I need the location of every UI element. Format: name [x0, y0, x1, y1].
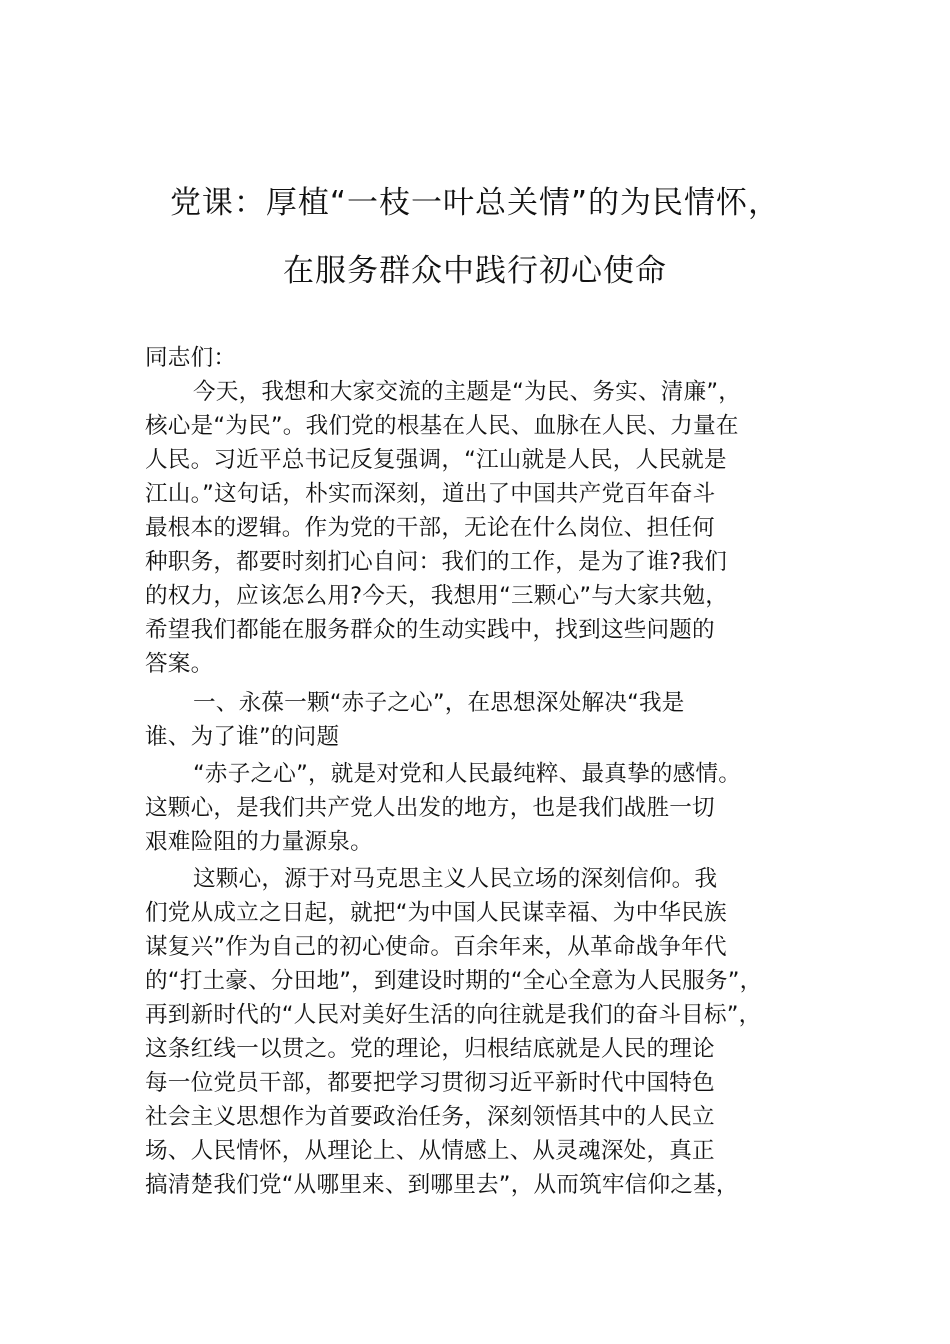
paragraph-line: 艰难险阻的力量源泉。: [145, 829, 373, 855]
paragraph-line: 再到新时代的“人民对美好生活的向往就是我们的奋斗目标”，: [145, 1002, 762, 1028]
paragraph-line: “赤子之心”，就是对党和人民最纯粹、最真挚的感情。: [193, 761, 742, 787]
title-line-2: 在服务群众中践行初心使命: [283, 253, 667, 289]
salutation: 同志们：: [145, 345, 237, 371]
paragraph-line: 谋复兴”作为自己的初心使命。百余年来，从革命战争年代: [145, 934, 727, 960]
paragraph-line: 这颗心，是我们共产党人出发的地方，也是我们战胜一切: [145, 795, 715, 821]
section-heading-line-1: 一、永葆一颗“赤子之心”，在思想深处解决“我是: [193, 690, 685, 716]
paragraph-line: 的权力，应该怎么用?今天，我想用“三颗心”与大家共勉，: [145, 583, 729, 609]
section-heading-line-2: 谁、为了谁”的问题: [145, 724, 340, 750]
paragraph-line: 社会主义思想作为首要政治任务，深刻领悟其中的人民立: [145, 1104, 715, 1130]
title-line-1: 党课：厚植“一枝一叶总关情”的为民情怀，: [169, 185, 781, 221]
paragraph-line: 希望我们都能在服务群众的生动实践中，找到这些问题的: [145, 617, 715, 643]
paragraph-line: 场、人民情怀，从理论上、从情感上、从灵魂深处，真正: [145, 1138, 715, 1164]
paragraph-line: 搞清楚我们党“从哪里来、到哪里去”，从而筑牢信仰之基，: [145, 1172, 739, 1198]
paragraph-line: 的“打土豪、分田地”，到建设时期的“全心全意为人民服务”，: [145, 968, 763, 994]
paragraph-line: 们党从成立之日起，就把“为中国人民谋幸福、为中华民族: [145, 900, 727, 926]
paragraph-line: 答案。: [145, 651, 214, 677]
paragraph-line: 人民。习近平总书记反复强调，“江山就是人民，人民就是: [145, 447, 727, 473]
paragraph-line: 每一位党员干部，都要把学习贯彻习近平新时代中国特色: [145, 1070, 715, 1096]
paragraph-line: 核心是“为民”。我们党的根基在人民、血脉在人民、力量在: [145, 413, 739, 439]
paragraph-line: 种职务，都要时刻扪心自问：我们的工作，是为了谁?我们: [145, 549, 728, 575]
paragraph-line: 这颗心，源于对马克思主义人民立场的深刻信仰。我: [193, 866, 718, 892]
paragraph-line: 今天，我想和大家交流的主题是“为民、务实、清廉”，: [193, 379, 742, 405]
paragraph-line: 最根本的逻辑。作为党的干部，无论在什么岗位、担任何: [145, 515, 715, 541]
paragraph-line: 这条红线一以贯之。党的理论，归根结底就是人民的理论: [145, 1036, 715, 1062]
paragraph-line: 江山。”这句话，朴实而深刻，道出了中国共产党百年奋斗: [145, 481, 716, 507]
